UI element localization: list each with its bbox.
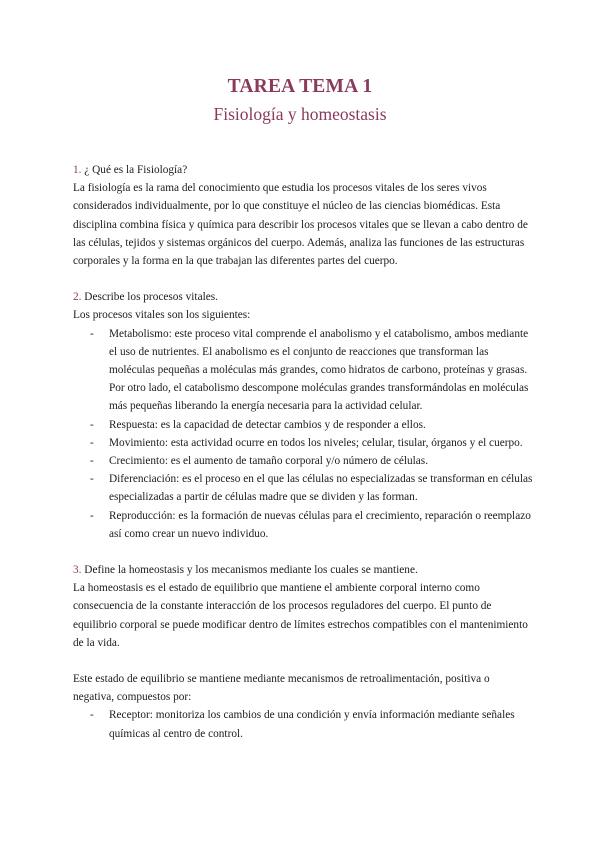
- answer-2-intro: Los procesos vitales son los siguientes:: [73, 309, 251, 322]
- vital-processes-list: [73, 325, 533, 543]
- list-bullet: -: [90, 709, 94, 722]
- list-item: [73, 706, 533, 742]
- list-bullet: -: [90, 418, 94, 431]
- list-bullet: -: [90, 473, 94, 486]
- question-1-text: ¿ Qué es la Fisiología?: [81, 164, 188, 176]
- document-body: [73, 161, 533, 743]
- list-bullet: -: [90, 455, 94, 468]
- document-subtitle: Fisiología y homeostasis: [213, 104, 387, 124]
- list-bullet: -: [90, 327, 94, 340]
- list-item-text: Reproducción: es la formación de nuevas células para el crecimiento, reparación o reemplazo así como crear un nuevo individuo.: [109, 509, 531, 540]
- answer-3-paragraph: La homeostasis es el estado de equilibrio que mantiene el ambiente corporal interno como consecuencia de la constante interacción de los procesos reguladores del cuerpo. El punto de equilibrio corporal se puede modificar dentro de límites estrechos compatibles con el mantenimiento de la vida.: [73, 582, 528, 649]
- list-item: [73, 507, 533, 543]
- list-bullet: -: [90, 509, 94, 522]
- list-item: [73, 434, 533, 452]
- question-1: [73, 161, 533, 179]
- document-title: TAREA TEMA 1: [227, 76, 373, 97]
- question-3-number: 3.: [73, 564, 82, 577]
- list-item: [73, 325, 533, 416]
- answer-1-paragraph: La fisiología es la rama del conocimiento que estudia los procesos vitales de los seres vivos considerados individualmente, por lo que constituye el núcleo de las ciencias biomédicas. Esta disciplina combina física y química para describir los procesos vitales que se llevan a cabo dentro de las células, tejidos y sistemas orgánicos del cuerpo. Además, analiza las funciones de las estructuras corporales y la forma en la que trabajan las diferentes partes del cuerpo.: [73, 182, 528, 268]
- question-3-text: Define la homeostasis y los mecanismos mediante los cuales se mantiene.: [81, 564, 418, 577]
- list-item: [73, 416, 533, 434]
- question-2-text: Describe los procesos vitales.: [81, 291, 218, 304]
- answer-3-paragraph-2: Este estado de equilibrio se mantiene mediante mecanismos de retroalimentación, positiva o negativa, compuestos por:: [73, 673, 490, 704]
- list-item-text: Movimiento: esta actividad ocurre en todos los niveles; celular, tisular, órganos y el cuerpo.: [109, 436, 523, 449]
- question-3: [73, 561, 533, 579]
- list-item: [73, 470, 533, 506]
- list-item-text: Metabolismo: este proceso vital comprende el anabolismo y el catabolismo, ambos mediante el uso de nutrientes. El anabolismo es el conjunto de reacciones que transforman las moléculas pequeñas a moléculas más grandes, como hidratos de carbono, proteínas y grasas. Por otro lado, el catabolismo descompone moléculas grandes transformándolas en moléculas más pequeñas liberando la energía necesaria para la actividad celular.: [109, 327, 529, 413]
- list-item-text: Crecimiento: es el aumento de tamaño corporal y/o número de células.: [109, 455, 429, 468]
- feedback-components-list: [73, 706, 533, 742]
- question-2-number: 2.: [73, 291, 82, 304]
- question-1-number: 1.: [73, 164, 82, 176]
- list-bullet: -: [90, 436, 94, 449]
- list-item: [73, 452, 533, 470]
- list-item-text: Receptor: monitoriza los cambios de una condición y envía información mediante señales químicas al centro de control.: [109, 709, 515, 740]
- question-2: [73, 288, 533, 306]
- list-item-text: Diferenciación: es el proceso en el que las células no especializadas se transforman en células especializadas a partir de células madre que se dividen y las forman.: [109, 473, 533, 504]
- list-item-text: Respuesta: es la capacidad de detectar cambios y de responder a ellos.: [109, 418, 426, 431]
